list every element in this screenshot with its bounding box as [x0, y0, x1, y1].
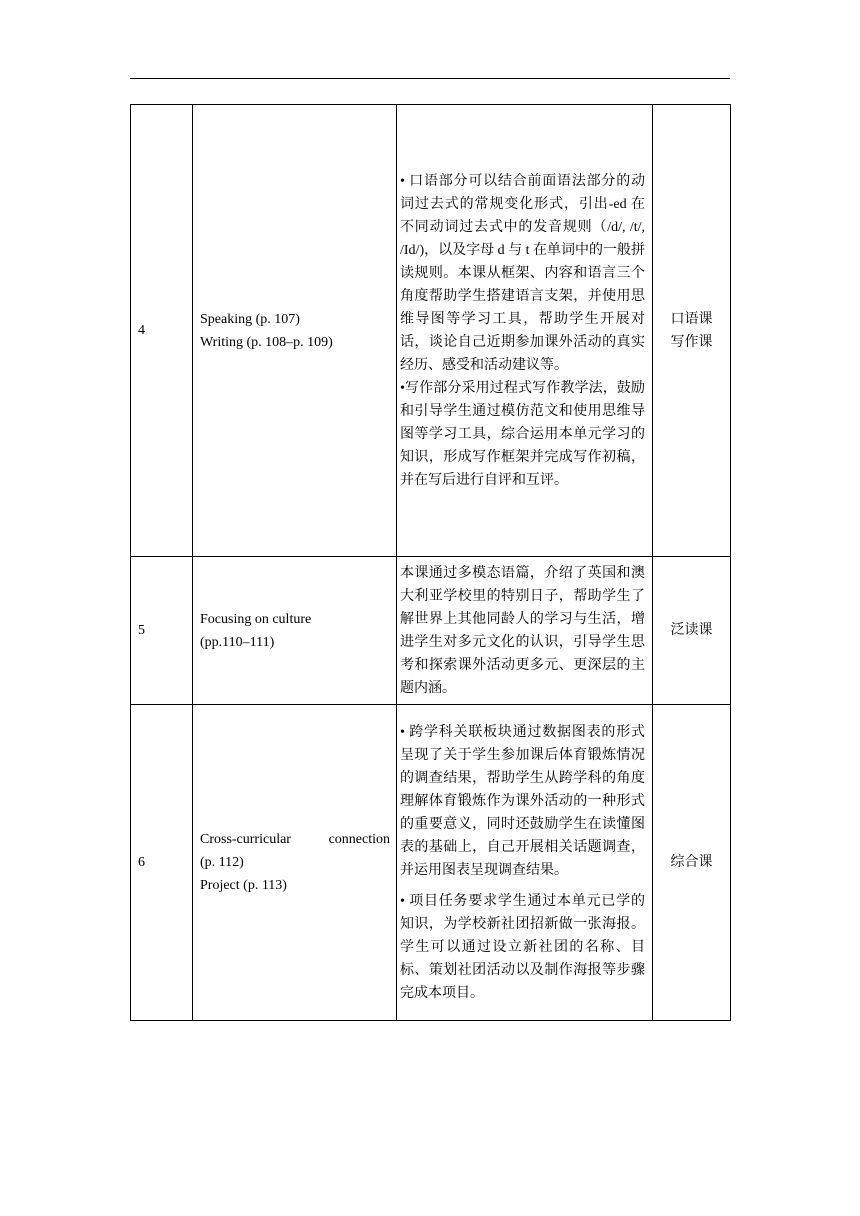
- content-line: (pp.110–111): [200, 634, 275, 650]
- lesson-type: [653, 105, 731, 557]
- type-line: 口语课: [670, 311, 713, 327]
- content-line: Cross-curricular connection: [200, 832, 390, 847]
- lesson-description: [397, 557, 653, 705]
- lesson-type: [653, 557, 731, 705]
- description-paragraph: • 项目任务要求学生通过本单元已学的知识，为学校新社团招新做一张海报。学生可以通过设立新社团的名称、目标、策划社团活动以及制作海报等步骤完成本项目。: [400, 893, 645, 1001]
- type-line: 综合课: [670, 855, 713, 870]
- table-row: [131, 557, 731, 705]
- lesson-description: [397, 705, 653, 1021]
- content-line: Speaking (p. 107): [200, 311, 300, 327]
- description-paragraph: 本课通过多模态语篇，介绍了英国和澳大利亚学校里的特别日子，帮助学生了解世界上其他同龄人的学习与生活，增进学生对多元文化的认识，引导学生思考和探索课外活动更多元、更深层的主题内涵。: [400, 565, 645, 696]
- description-paragraph: • 跨学科关联板块通过数据图表的形式呈现了关于学生参加课后体育锻炼情况的调查结果，帮助学生从跨学科的角度理解体育锻炼作为课外活动的一种形式的重要意义，同时还鼓励学生在读懂图表的基础上，自己开展相关话题调查，并运用图表呈现调查结果。: [400, 724, 645, 878]
- type-line: 泛读课: [670, 623, 713, 638]
- lesson-description: [397, 105, 653, 557]
- description-paragraph: • 口语部分可以结合前面语法部分的动词过去式的常规变化形式，引出-ed 在不同动词过去式中的发音规则（/d/, /t/, /Id/)，以及字母 d 与 t 在单词中的一般拼读规则。本课从框架、内容和语言三个角度帮助学生搭建语言支架，并使用思维导图等学习工具，帮助学生开展对话，谈论自己近期参加课外活动的真实经历、感受和活动建议等。: [400, 173, 645, 373]
- content-line: (p. 112): [200, 855, 244, 870]
- content-line: Focusing on culture: [200, 611, 312, 627]
- type-line: 写作课: [670, 334, 713, 350]
- table-row: [131, 105, 731, 557]
- content-line: Writing (p. 108–p. 109): [200, 334, 333, 350]
- lesson-number: 5: [131, 557, 193, 705]
- lesson-content: [193, 105, 397, 557]
- content-line: Project (p. 113): [200, 878, 287, 893]
- header-rule: [130, 78, 730, 79]
- lesson-number: 4: [131, 105, 193, 557]
- lesson-content: [193, 705, 397, 1021]
- description-paragraph: •写作部分采用过程式写作教学法，鼓励和引导学生通过模仿范文和使用思维导图等学习工具，综合运用本单元学习的知识，形成写作框架并完成写作初稿，并在写后进行自评和互评。: [400, 380, 645, 488]
- lesson-type: [653, 705, 731, 1021]
- lesson-content: [193, 557, 397, 705]
- lesson-number: 6: [131, 705, 193, 1021]
- table-row: [131, 705, 731, 1021]
- lesson-plan-table: [130, 104, 731, 1021]
